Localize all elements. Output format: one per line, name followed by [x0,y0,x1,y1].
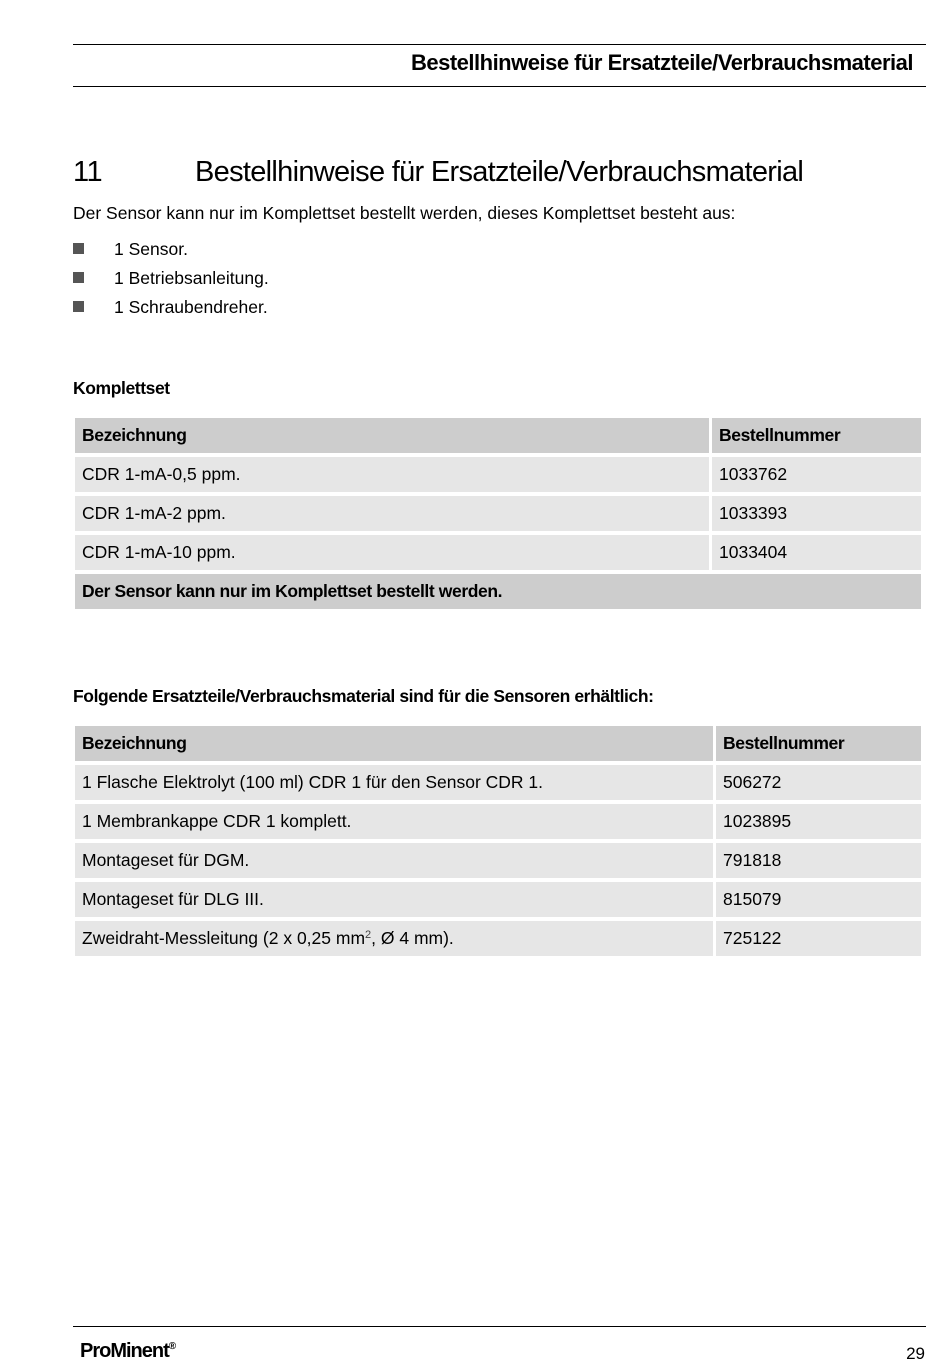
komplettset-heading: Komplettset [73,378,170,398]
table-row [75,457,921,492]
list-item-text: 1 Sensor. [114,239,188,259]
cell-bestellnummer: 1033762 [712,457,921,492]
ersatzteile-heading: Folgende Ersatzteile/Verbrauchsmaterial sind für die Sensoren erhältlich: [73,686,654,706]
chapter-number: 11 [73,156,103,188]
contents-list [73,238,269,325]
table-header-row [75,418,921,453]
komplettset-table [72,414,924,613]
cell-bezeichnung: CDR 1-mA-0,5 ppm. [75,457,709,492]
list-item-text: 1 Betriebsanleitung. [114,268,269,288]
table-note: Der Sensor kann nur im Komplettset bestellt werden. [75,574,921,609]
running-header: Bestellhinweise für Ersatzteile/Verbrauchsmaterial [410,50,913,75]
header-rule-top [73,44,926,45]
list-item [73,267,269,296]
cell-bestellnummer: 791818 [716,843,921,878]
prominent-logo [80,1340,175,1363]
table-row [75,496,921,531]
cell-bezeichnung: 1 Flasche Elektrolyt (100 ml) CDR 1 für den Sensor CDR 1. [75,765,713,800]
column-header-bestellnummer: Bestellnummer [712,418,921,453]
column-header-bezeichnung: Bezeichnung [75,418,709,453]
cell-bestellnummer: 1023895 [716,804,921,839]
bullet-square-icon [73,301,84,312]
cell-bestellnummer: 506272 [716,765,921,800]
table-row [75,882,921,917]
ersatzteile-table [72,722,924,960]
cell-bestellnummer: 1033393 [712,496,921,531]
list-item [73,296,269,325]
cell-bestellnummer: 725122 [716,921,921,956]
page-number: 29 [906,1344,925,1363]
bullet-square-icon [73,243,84,254]
cell-text: , Ø 4 mm). [371,928,454,948]
superscript: 2 [365,929,372,941]
chapter-title: Bestellhinweise für Ersatzteile/Verbrauchsmaterial [195,156,804,188]
table-row [75,921,921,956]
column-header-bestellnummer: Bestellnummer [716,726,921,761]
intro-text: Der Sensor kann nur im Komplettset bestellt werden, dieses Komplettset besteht aus: [73,203,736,223]
bullet-square-icon [73,272,84,283]
table-row [75,843,921,878]
table-row [75,804,921,839]
table-row [75,765,921,800]
cell-bestellnummer: 1033404 [712,535,921,570]
registered-mark: ® [168,1341,176,1352]
column-header-bezeichnung: Bezeichnung [75,726,713,761]
cell-bezeichnung [75,921,713,956]
cell-bezeichnung: CDR 1-mA-10 ppm. [75,535,709,570]
header-rule-bottom [73,86,926,87]
cell-bezeichnung: 1 Membrankappe CDR 1 komplett. [75,804,713,839]
table-header-row [75,726,921,761]
cell-bezeichnung: CDR 1-mA-2 ppm. [75,496,709,531]
list-item [73,238,269,267]
cell-text: Zweidraht-Messleitung (2 x 0,25 mm [82,928,366,948]
table-row [75,535,921,570]
logo-text: ProMinent [80,1340,169,1362]
cell-bestellnummer: 815079 [716,882,921,917]
cell-bezeichnung: Montageset für DGM. [75,843,713,878]
table-footer-row [75,574,921,609]
footer-rule [73,1326,926,1327]
list-item-text: 1 Schraubendreher. [114,297,268,317]
cell-bezeichnung: Montageset für DLG III. [75,882,713,917]
